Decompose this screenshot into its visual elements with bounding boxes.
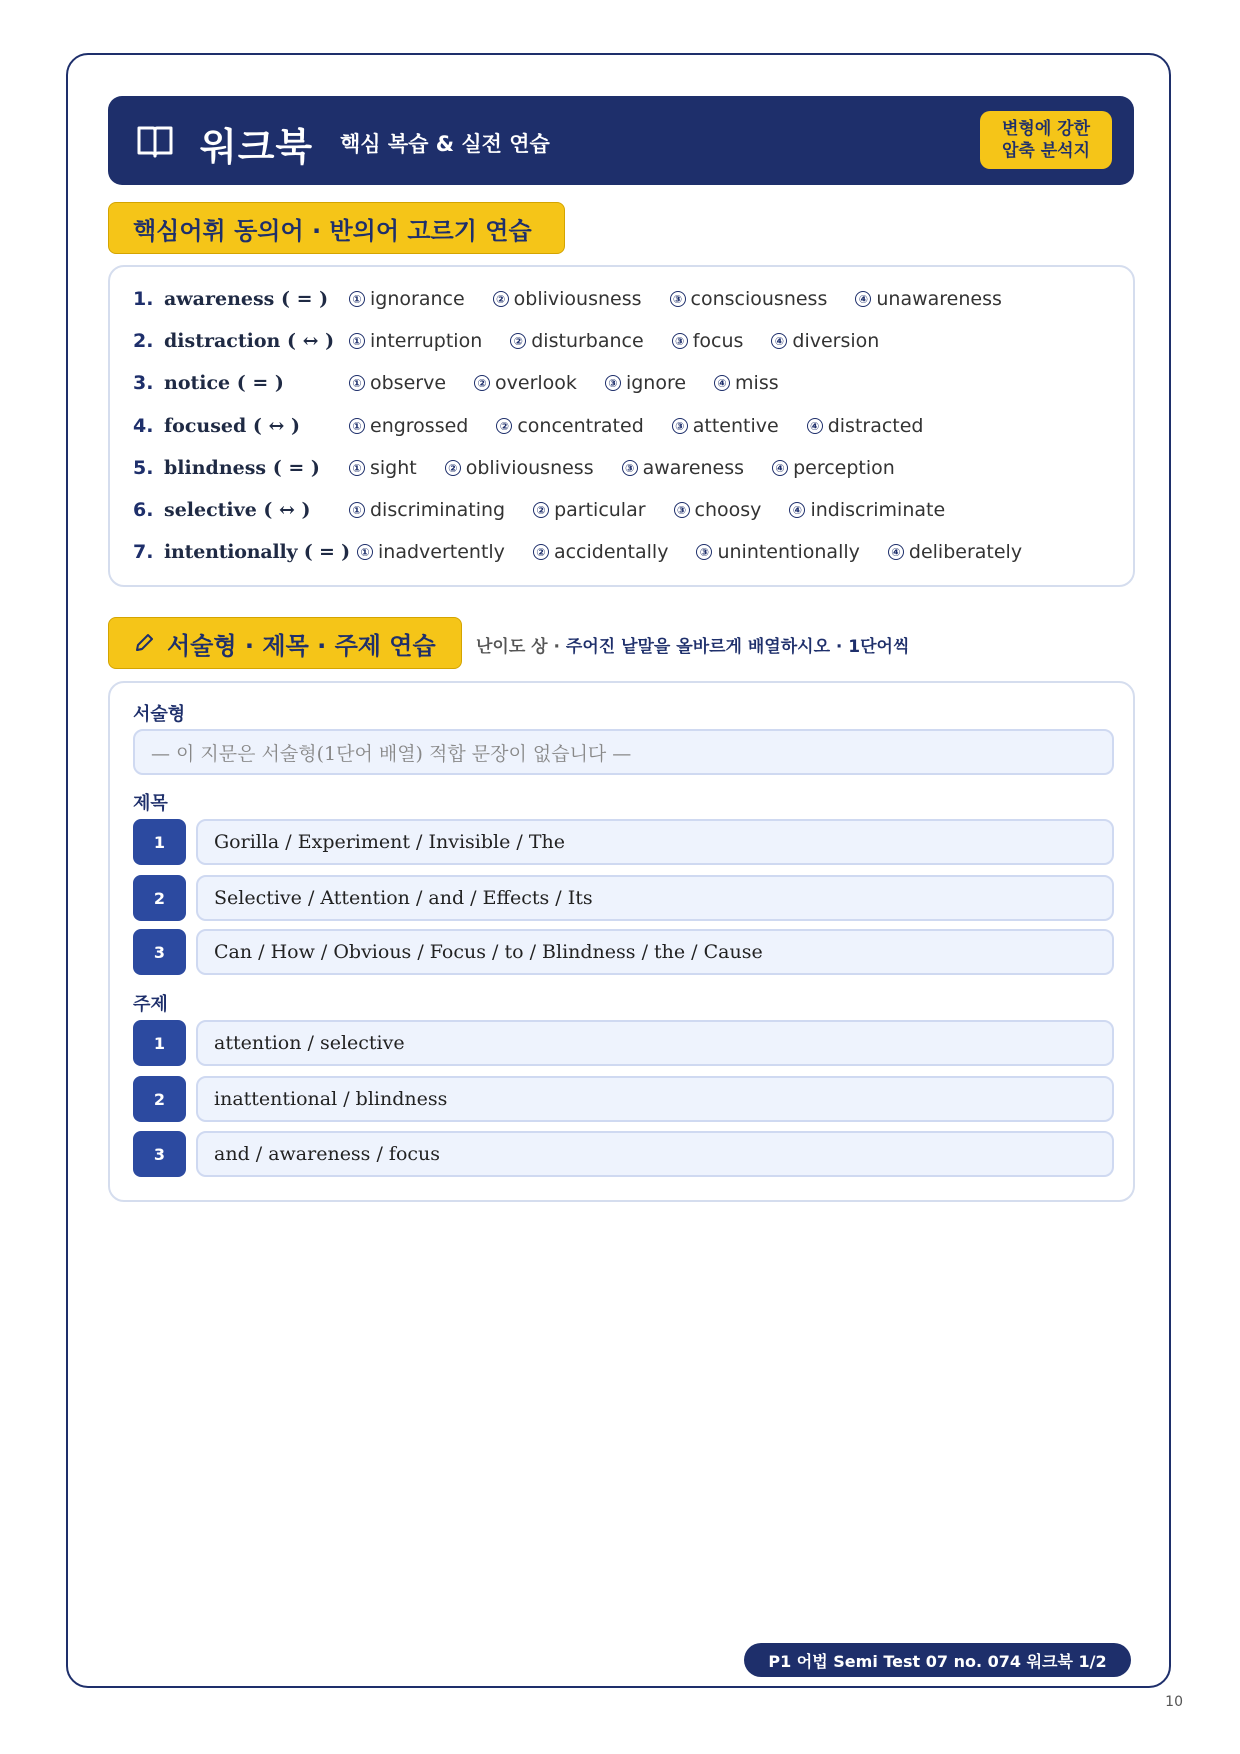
pencil-icon bbox=[133, 632, 155, 654]
vocab-option[interactable] bbox=[493, 288, 642, 310]
practice-panel bbox=[108, 681, 1135, 1202]
vocab-option[interactable] bbox=[445, 457, 594, 479]
vocab-option-label: particular bbox=[554, 499, 646, 521]
vocab-option-label: distracted bbox=[827, 415, 924, 437]
header-banner bbox=[108, 96, 1134, 185]
vocab-item-number: 4. bbox=[133, 415, 154, 437]
vocab-option[interactable] bbox=[888, 541, 1022, 563]
vocab-item-word: distraction ( ↔ ) bbox=[164, 330, 335, 352]
vocab-option[interactable] bbox=[622, 457, 744, 479]
title-item-number: 1 bbox=[133, 819, 186, 865]
vocab-option-label: observe bbox=[370, 372, 447, 394]
vocab-panel bbox=[108, 265, 1135, 587]
vocab-section-title bbox=[108, 202, 565, 254]
vocab-item-word: awareness ( = ) bbox=[164, 288, 329, 310]
option-number-icon: ② bbox=[496, 418, 512, 434]
vocab-item-number: 5. bbox=[133, 457, 154, 479]
vocab-option-label: perception bbox=[793, 457, 895, 479]
vocab-option[interactable] bbox=[605, 372, 686, 394]
vocab-option-label: focus bbox=[692, 330, 744, 352]
vocab-option[interactable] bbox=[533, 499, 645, 521]
option-number-icon: ④ bbox=[771, 333, 787, 349]
vocab-item-number: 3. bbox=[133, 372, 154, 394]
option-number-icon: ④ bbox=[807, 418, 823, 434]
practice-section-title-text: 서술형 · 제목 · 주제 연습 bbox=[167, 631, 436, 660]
vocab-item bbox=[133, 284, 1030, 314]
option-number-icon: ② bbox=[510, 333, 526, 349]
option-number-icon: ② bbox=[474, 375, 490, 391]
option-number-icon: ① bbox=[349, 333, 365, 349]
vocab-option-label: miss bbox=[735, 372, 779, 394]
vocab-item-number: 7. bbox=[133, 541, 154, 563]
vocab-option-label: inadvertently bbox=[378, 541, 505, 563]
vocab-option[interactable] bbox=[349, 288, 465, 310]
option-number-icon: ① bbox=[349, 291, 365, 307]
vocab-item-number: 2. bbox=[133, 330, 154, 352]
option-number-icon: ① bbox=[349, 502, 365, 518]
vocab-option[interactable] bbox=[474, 372, 577, 394]
title-item-number: 2 bbox=[133, 875, 186, 921]
vocab-option-label: indiscriminate bbox=[810, 499, 946, 521]
title-item-box: Gorilla / Experiment / Invisible / The bbox=[196, 819, 1114, 865]
vocab-option[interactable] bbox=[696, 541, 859, 563]
vocab-option[interactable] bbox=[714, 372, 779, 394]
vocab-option-label: unintentionally bbox=[717, 541, 860, 563]
vocab-item bbox=[133, 326, 907, 356]
vocab-item bbox=[133, 453, 923, 483]
vocab-option-label: ignore bbox=[625, 372, 687, 394]
header-badge bbox=[980, 111, 1112, 169]
option-number-icon: ① bbox=[357, 544, 373, 560]
book-icon bbox=[136, 122, 174, 160]
vocab-option-label: engrossed bbox=[370, 415, 469, 437]
option-number-icon: ④ bbox=[789, 502, 805, 518]
badge-line-2: 압축 분석지 bbox=[1001, 141, 1091, 161]
theme-item-box: inattentional / blindness bbox=[196, 1076, 1114, 1122]
vocab-option-label: awareness bbox=[642, 457, 745, 479]
vocab-option-label: deliberately bbox=[908, 541, 1023, 563]
vocab-option-label: choosy bbox=[694, 499, 762, 521]
vocab-option[interactable] bbox=[349, 415, 468, 437]
vocab-item-number: 6. bbox=[133, 499, 154, 521]
option-number-icon: ① bbox=[349, 375, 365, 391]
practice-section-note bbox=[476, 632, 909, 657]
vocab-option-label: obliviousness bbox=[465, 457, 594, 479]
vocab-item-word: focused ( ↔ ) bbox=[164, 415, 301, 437]
option-number-icon: ③ bbox=[674, 502, 690, 518]
vocab-option[interactable] bbox=[349, 457, 417, 479]
badge-line-1: 변형에 강한 bbox=[1001, 119, 1091, 139]
option-number-icon: ② bbox=[493, 291, 509, 307]
practice-section-title bbox=[108, 617, 462, 669]
vocab-item-word: blindness ( = ) bbox=[164, 457, 320, 479]
vocab-item bbox=[133, 368, 807, 398]
vocab-option-label: discriminating bbox=[370, 499, 506, 521]
vocab-option[interactable] bbox=[855, 288, 1002, 310]
footer-label: P1 어법 Semi Test 07 no. 074 워크북 1/2 bbox=[744, 1643, 1131, 1677]
theme-item-number: 2 bbox=[133, 1076, 186, 1122]
vocab-option-label: interruption bbox=[370, 330, 483, 352]
vocab-option-label: overlook bbox=[495, 372, 577, 394]
vocab-item bbox=[133, 537, 1050, 567]
theme-label: 주제 bbox=[133, 994, 168, 1015]
vocab-option[interactable] bbox=[510, 330, 643, 352]
option-number-icon: ④ bbox=[888, 544, 904, 560]
option-number-icon: ③ bbox=[672, 418, 688, 434]
page-subtitle: 핵심 복습 & 실전 연습 bbox=[340, 132, 550, 156]
vocab-option[interactable] bbox=[674, 499, 762, 521]
vocab-option-label: consciousness bbox=[690, 288, 828, 310]
vocab-option-label: sight bbox=[370, 457, 417, 479]
vocab-option[interactable] bbox=[533, 541, 669, 563]
vocab-option[interactable] bbox=[672, 330, 744, 352]
option-number-icon: ④ bbox=[714, 375, 730, 391]
vocab-option[interactable] bbox=[772, 457, 895, 479]
option-number-icon: ② bbox=[533, 502, 549, 518]
vocab-option-label: obliviousness bbox=[513, 288, 642, 310]
vocab-option[interactable] bbox=[672, 415, 779, 437]
title-item-number: 3 bbox=[133, 929, 186, 975]
vocab-option[interactable] bbox=[349, 330, 482, 352]
vocab-item bbox=[133, 411, 952, 441]
vocab-option[interactable] bbox=[349, 499, 505, 521]
theme-item-number: 1 bbox=[133, 1020, 186, 1066]
option-number-icon: ③ bbox=[670, 291, 686, 307]
title-item-box: Selective / Attention / and / Effects / Its bbox=[196, 875, 1114, 921]
option-number-icon: ③ bbox=[622, 460, 638, 476]
vocab-option-label: accidentally bbox=[553, 541, 669, 563]
vocab-item bbox=[133, 495, 973, 525]
vocab-option[interactable] bbox=[357, 541, 505, 563]
vocab-option-label: diversion bbox=[792, 330, 880, 352]
vocab-option[interactable] bbox=[349, 372, 446, 394]
option-number-icon: ② bbox=[445, 460, 461, 476]
vocab-item-word: notice ( = ) bbox=[164, 372, 284, 394]
vocab-option[interactable] bbox=[789, 499, 945, 521]
option-number-icon: ④ bbox=[855, 291, 871, 307]
descriptive-label: 서술형 bbox=[133, 704, 186, 725]
title-item-box: Can / How / Obvious / Focus / to / Blindness / the / Cause bbox=[196, 929, 1114, 975]
vocab-option-label: unawareness bbox=[876, 288, 1002, 310]
instruction-text: 주어진 낱말을 올바르게 배열하시오 · 1단어씩 bbox=[565, 637, 910, 657]
vocab-option[interactable] bbox=[496, 415, 643, 437]
vocab-option[interactable] bbox=[670, 288, 828, 310]
vocab-option-label: concentrated bbox=[517, 415, 644, 437]
option-number-icon: ② bbox=[533, 544, 549, 560]
page-number: 10 bbox=[1165, 1694, 1183, 1710]
vocab-item-number: 1. bbox=[133, 288, 154, 310]
option-number-icon: ① bbox=[349, 460, 365, 476]
option-number-icon: ① bbox=[349, 418, 365, 434]
vocab-option-label: ignorance bbox=[370, 288, 465, 310]
theme-item-box: and / awareness / focus bbox=[196, 1131, 1114, 1177]
difficulty-label: 난이도 상 · bbox=[476, 637, 566, 657]
vocab-option[interactable] bbox=[807, 415, 924, 437]
option-number-icon: ③ bbox=[605, 375, 621, 391]
option-number-icon: ③ bbox=[672, 333, 688, 349]
descriptive-answer-box: — 이 지문은 서술형(1단어 배열) 적합 문장이 없습니다 — bbox=[133, 729, 1114, 775]
theme-item-number: 3 bbox=[133, 1131, 186, 1177]
option-number-icon: ④ bbox=[772, 460, 788, 476]
theme-item-box: attention / selective bbox=[196, 1020, 1114, 1066]
title-label: 제목 bbox=[133, 793, 168, 814]
vocab-option-label: disturbance bbox=[531, 330, 644, 352]
vocab-option-label: attentive bbox=[692, 415, 779, 437]
option-number-icon: ③ bbox=[696, 544, 712, 560]
vocab-item-word: intentionally ( = ) bbox=[164, 541, 350, 563]
vocab-option[interactable] bbox=[771, 330, 879, 352]
vocab-item-word: selective ( ↔ ) bbox=[164, 499, 311, 521]
page-title: 워크북 bbox=[200, 125, 314, 169]
vocab-section-title-text: 핵심어휘 동의어 · 반의어 고르기 연습 bbox=[133, 216, 532, 245]
